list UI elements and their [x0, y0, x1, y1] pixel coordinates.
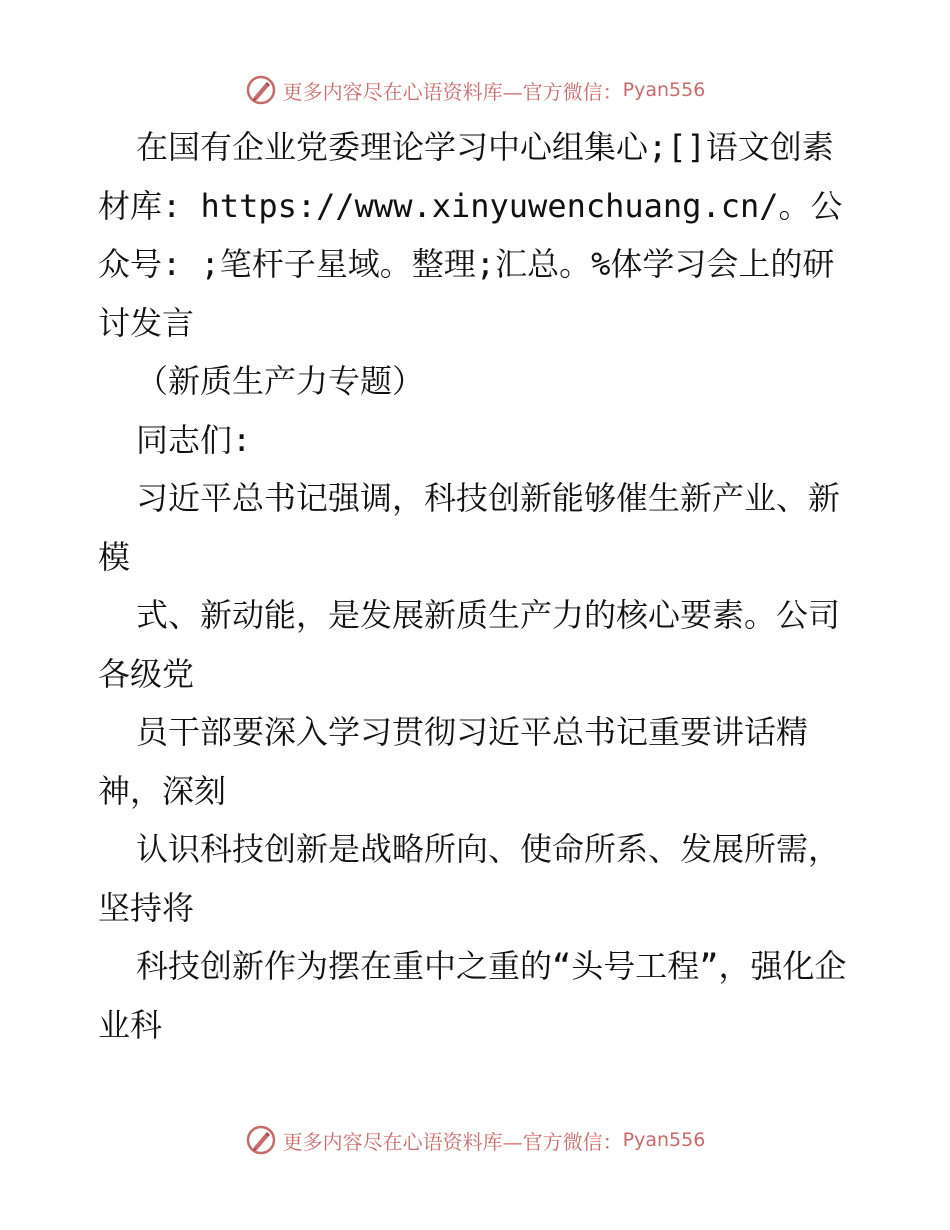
watermark-text: 更多内容尽在心语资料库—官方微信： [282, 1129, 623, 1154]
pen-logo-icon [245, 1124, 277, 1156]
paragraph-title: 在国有企业党委理论学习中心组集心;[]语文创素材库: https://www.xinyuwenchuang.cn/。公众号: ;笔杆子星域。整理;汇总。%体学习会上的研讨发言 [98, 128, 843, 342]
paragraph-body: 科技创新作为摆在重中之重的“头号工程”，强化企业科 [98, 947, 847, 1044]
document-body [98, 118, 858, 1054]
paragraph-subtitle: （新质生产力专题） [136, 362, 425, 400]
pen-logo-icon [245, 74, 277, 106]
watermark-text: 更多内容尽在心语资料库—官方微信： [282, 79, 623, 104]
paragraph-body: 员干部要深入学习贯彻习近平总书记重要讲话精神，深刻 [98, 713, 809, 810]
paragraph-body: 式、新动能，是发展新质生产力的核心要素。公司各级党 [98, 596, 841, 693]
paragraph-body: 认识科技创新是战略所向、使命所系、发展所需，坚持将 [98, 830, 841, 927]
header-watermark [0, 72, 950, 108]
watermark-wechat-id: Pyan556 [622, 79, 706, 101]
footer-watermark [0, 1122, 950, 1158]
watermark-wechat-id: Pyan556 [622, 1129, 706, 1151]
paragraph-body: 习近平总书记强调，科技创新能够催生新产业、新模 [98, 479, 841, 576]
paragraph-salutation: 同志们: [136, 420, 252, 459]
